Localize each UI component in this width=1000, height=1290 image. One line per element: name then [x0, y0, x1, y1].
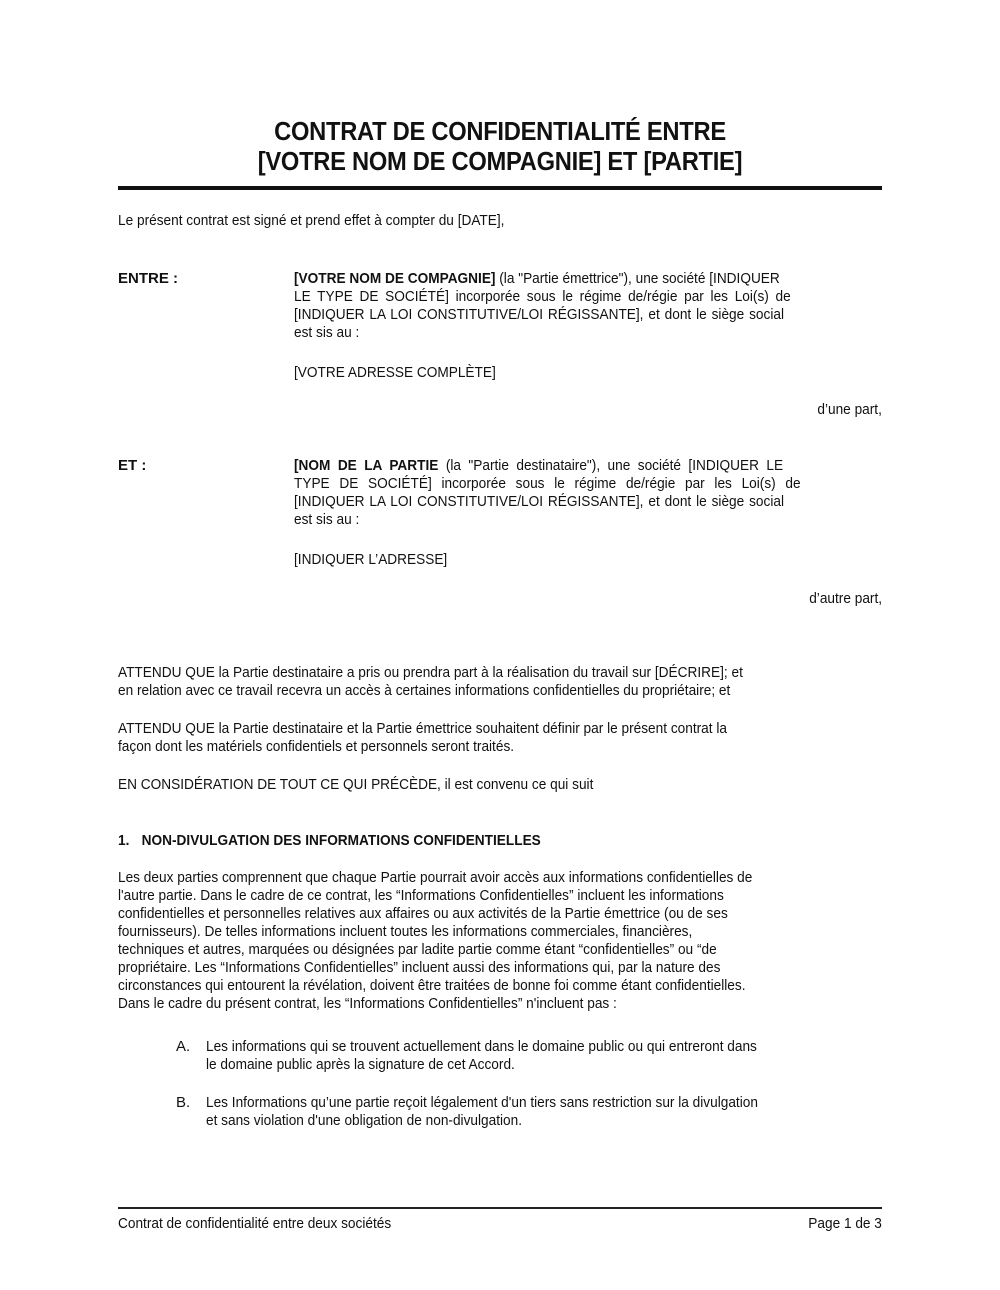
party-closing-emettrice: d’une part,: [817, 401, 882, 418]
recital-3: EN CONSIDÉRATION DE TOUT CE QUI PRÉCÈDE, il est convenu ce qui suit: [118, 776, 594, 793]
document-title: [145, 117, 856, 177]
party-address-destinataire: [INDIQUER L’ADRESSE]: [294, 551, 448, 568]
document-page: CONTRAT DE CONFIDENTIALITÉ ENTRE [VOTRE NOM DE COMPAGNIE] ET [PARTIE] Le présent contrat est signé et prend effet à compter du [DATE], ENTRE : [VOTRE NOM DE COMPAGNIE] (la "Partie émettrice"), une société [INDIQUER LE TYPE DE SOCIÉTÉ] incorporée sous le régime de/régie par les Loi(s) de [INDIQUER LA LOI CONSTITUTIVE/LOI RÉGISSANTE], et dont le siège social est sis au : [VOTRE ADRESSE COMPLÈTE] d’une part, ET : [NOM DE LA PARTIE (la "Partie destinataire"), une société [INDIQUER LE TYPE DE SOCIÉTÉ] incorporée sous le régime de/régie par les Loi(s) de [INDIQUER LA LOI CONSTITUTIVE/LOI RÉGISSANTE], et dont le siège social est sis au : [INDIQUER L’ADRESSE] d’autre part, ATTENDU QUE la Partie destinataire a pris ou prendra part à la réalisation du travail sur [DÉCRIRE]; et en relation avec ce travail recevra un accès à certaines informations confidentielles du propriétaire; et ATTENDU QUE la Partie destinataire et la Partie émettrice souhaitent définir par le présent contrat la façon dont les matériels confidentiels et personnels seront traités. EN CONSIDÉRATION DE TOUT CE QUI PRÉCÈDE, il est convenu ce qui suit 1. NON-DIVULGATION DES INFORMATIONS CONFIDENTIELLES Les deux parties comprennent que chaque Partie pourrait avoir accès aux informations confidentielles de l'autre partie. Dans le cadre de ce contrat, les “Informations Confidentielles” incluent les informations confidentielles et personnelles relatives aux affaires ou aux activités de la Partie émettrice (ou de ses fournisseurs). De telles informations incluent toutes les informations commerciales, financières, techniques et autres, marquées ou désignées par ladite partie comme étant “confidentielles” ou “de propriétaire. Les “Informations Confidentielles” incluent aussi des informations qui, par la nature des circonstances qui entourent la révélation, doivent être traitées de bonne foi comme étant confidentielles. Dans le cadre du présent contrat, les “Informations Confidentielles” n'incluent pas : A. Les informations qui se trouvent actuellement dans le domaine public ou qui entreront dans le domaine public après la signature de cet Accord. B. Les Informations qu’une partie reçoit légalement d'un tiers sans restriction sur la divulgation et sans violation d'une obligation de non-divulgation. Contrat de confidentialité entre deux sociétés Page 1 de 3: [118, 118, 882, 1232]
section-number: 1.: [118, 832, 130, 849]
footer-divider: [118, 1207, 882, 1209]
recital-1: ATTENDU QUE la Partie destinataire a pris ou prendra part à la réalisation du travail sur [DÉCRIRE]; et en relation avec ce travail recevra un accès à certaines informations confidentielles du propriétaire; et: [118, 664, 743, 699]
party-closing-destinataire: d’autre part,: [809, 590, 882, 607]
party-description-emettrice: [VOTRE NOM DE COMPAGNIE] (la "Partie émettrice"), une société [INDIQUER LE TYPE DE SOCIÉTÉ] incorporée sous le régime de/régie par les Loi(s) de [INDIQUER LA LOI CONSTITUTIVE/LOI RÉGISSANTE], et dont le siège social est sis au :: [294, 270, 791, 341]
party-description-destinataire: [NOM DE LA PARTIE (la "Partie destinataire"), une société [INDIQUER LE TYPE DE SOCIÉTÉ] incorporée sous le régime de/régie par les Loi(s) de [INDIQUER LA LOI CONSTITUTIVE/LOI RÉGISSANTE], et dont le siège social est sis au :: [294, 457, 801, 528]
party-label-et: ET :: [118, 457, 147, 474]
list-marker: A.: [176, 1038, 191, 1055]
party-address-emettrice: [VOTRE ADRESSE COMPLÈTE]: [294, 364, 496, 381]
party-name: [NOM DE LA PARTIE: [294, 457, 439, 474]
footer-page-number: Page 1 de 3: [808, 1215, 882, 1232]
title-line-1: CONTRAT DE CONFIDENTIALITÉ ENTRE: [274, 118, 726, 146]
title-divider: [118, 186, 882, 190]
party-name: [VOTRE NOM DE COMPAGNIE]: [294, 270, 496, 287]
section-title: NON-DIVULGATION DES INFORMATIONS CONFIDENTIELLES: [141, 832, 541, 849]
section-heading-1: [118, 832, 583, 850]
list-marker: B.: [176, 1094, 191, 1111]
section-1-body: Les deux parties comprennent que chaque Partie pourrait avoir accès aux informations confidentielles de l'autre partie. Dans le cadre de ce contrat, les “Informations Confidentielles” incluent les informations confidentielles et personnelles relatives aux affaires ou aux activités de la Partie émettrice (ou de ses fournisseurs). De telles informations incluent toutes les informations commerciales, financières, techniques et autres, marquées ou désignées par ladite partie comme étant “confidentielles” ou “de propriétaire. Les “Informations Confidentielles” incluent aussi des informations qui, par la nature des circonstances qui entourent la révélation, doivent être traitées de bonne foi comme étant confidentielles. Dans le cadre du présent contrat, les “Informations Confidentielles” n'incluent pas :: [118, 869, 753, 1012]
recital-2: ATTENDU QUE la Partie destinataire et la Partie émettrice souhaitent définir par le présent contrat la façon dont les matériels confidentiels et personnels seront traités.: [118, 720, 727, 755]
footer-document-title: Contrat de confidentialité entre deux sociétés: [118, 1215, 392, 1232]
title-line-2: [VOTRE NOM DE COMPAGNIE] ET [PARTIE]: [257, 148, 743, 176]
intro-paragraph: Le présent contrat est signé et prend effet à compter du [DATE],: [118, 212, 505, 229]
party-label-entre: ENTRE :: [118, 270, 178, 287]
